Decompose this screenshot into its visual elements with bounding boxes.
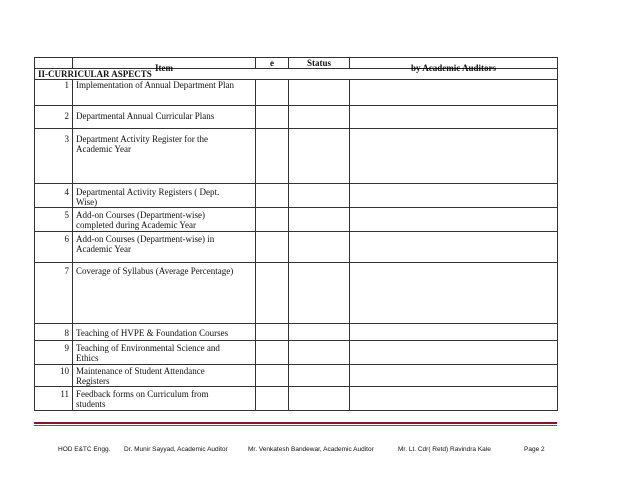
row-cell-auditors — [350, 387, 558, 411]
row-cell-e — [256, 106, 289, 129]
header-status: Status — [306, 58, 331, 68]
row-cell-status — [289, 208, 350, 232]
row-cell-status — [289, 184, 350, 208]
row-cell-status — [289, 263, 350, 324]
row-item: Departmental Activity Registers ( Dept. Wise) — [73, 184, 256, 208]
row-cell-auditors — [350, 365, 558, 387]
table-row — [35, 263, 558, 324]
audit-table — [34, 57, 558, 411]
row-cell-auditors — [350, 184, 558, 208]
table-row — [35, 106, 558, 129]
row-cell-e — [256, 129, 289, 184]
row-item: Coverage of Syllabus (Average Percentage) — [73, 263, 256, 324]
row-number: 1 — [35, 80, 73, 106]
footer-auditor-3: Mr. Lt. Cdr( Retd) Ravindra Kale — [398, 446, 491, 453]
row-cell-status — [289, 324, 350, 341]
table-row — [35, 232, 558, 263]
table-row — [35, 365, 558, 387]
row-cell-auditors — [350, 129, 558, 184]
row-item: Implementation of Annual Department Plan — [73, 80, 256, 106]
row-number: 7 — [35, 263, 73, 324]
row-cell-e — [256, 208, 289, 232]
row-number: 4 — [35, 184, 73, 208]
table-row — [35, 387, 558, 411]
row-cell-e — [256, 324, 289, 341]
row-cell-e — [256, 184, 289, 208]
row-item: Teaching of Environmental Science and Ethics — [73, 341, 256, 365]
header-e: e — [270, 58, 274, 68]
row-item: Department Activity Register for the Academic Year — [73, 129, 256, 184]
row-item: Add-on Courses (Department-wise) in Academic Year — [73, 232, 256, 263]
row-number: 8 — [35, 324, 73, 341]
row-cell-e — [256, 232, 289, 263]
row-cell-auditors — [350, 324, 558, 341]
row-cell-status — [289, 341, 350, 365]
header-item-cell — [73, 58, 256, 73]
footer-auditor-1: Dr. Munir Sayyad, Academic Auditor — [124, 446, 228, 453]
footer-hod: HOD E&TC Engg. — [58, 446, 111, 453]
row-number: 5 — [35, 208, 73, 232]
footer-divider — [34, 422, 557, 424]
row-cell-e — [256, 387, 289, 411]
header-auditors-cell — [350, 58, 558, 73]
row-number: 6 — [35, 232, 73, 263]
row-number: 11 — [35, 387, 73, 411]
row-item: Departmental Annual Curricular Plans — [73, 106, 256, 129]
row-number: 10 — [35, 365, 73, 387]
row-cell-auditors — [350, 208, 558, 232]
row-item: Teaching of HVPE & Foundation Courses — [73, 324, 256, 341]
header-auditors: by Academic Auditors — [410, 63, 496, 73]
page-footer — [58, 446, 558, 458]
row-cell-status — [289, 106, 350, 129]
row-item: Feedback forms on Curriculum from students — [73, 387, 256, 411]
row-number: 9 — [35, 341, 73, 365]
row-number: 2 — [35, 106, 73, 129]
row-cell-e — [256, 341, 289, 365]
table-row — [35, 80, 558, 106]
row-item: Maintenance of Student Attendance Registers — [73, 365, 256, 387]
row-number: 3 — [35, 129, 73, 184]
table-row — [35, 341, 558, 365]
row-cell-status — [289, 129, 350, 184]
header-e-cell — [256, 58, 289, 69]
table-row — [35, 184, 558, 208]
row-cell-e — [256, 80, 289, 106]
table-row — [35, 129, 558, 184]
row-cell-status — [289, 365, 350, 387]
footer-divider-thin — [34, 425, 557, 426]
footer-auditor-2: Mr. Venkatesh Bandewar, Academic Auditor — [248, 446, 374, 453]
section-title: II-CURRICULAR ASPECTS — [35, 69, 558, 80]
row-cell-status — [289, 80, 350, 106]
row-cell-auditors — [350, 341, 558, 365]
row-cell-e — [256, 365, 289, 387]
row-cell-auditors — [350, 106, 558, 129]
row-cell-status — [289, 232, 350, 263]
table-row — [35, 208, 558, 232]
row-item: Add-on Courses (Department-wise) completed during Academic Year — [73, 208, 256, 232]
row-cell-auditors — [350, 80, 558, 106]
table-row — [35, 324, 558, 341]
row-cell-auditors — [350, 263, 558, 324]
header-num-cell — [35, 58, 73, 69]
row-cell-status — [289, 387, 350, 411]
table-header-row — [35, 58, 558, 69]
row-cell-auditors — [350, 232, 558, 263]
footer-page-number: Page 2 — [524, 446, 545, 453]
row-cell-e — [256, 263, 289, 324]
header-item: Item — [155, 63, 173, 73]
header-status-cell — [289, 58, 350, 69]
